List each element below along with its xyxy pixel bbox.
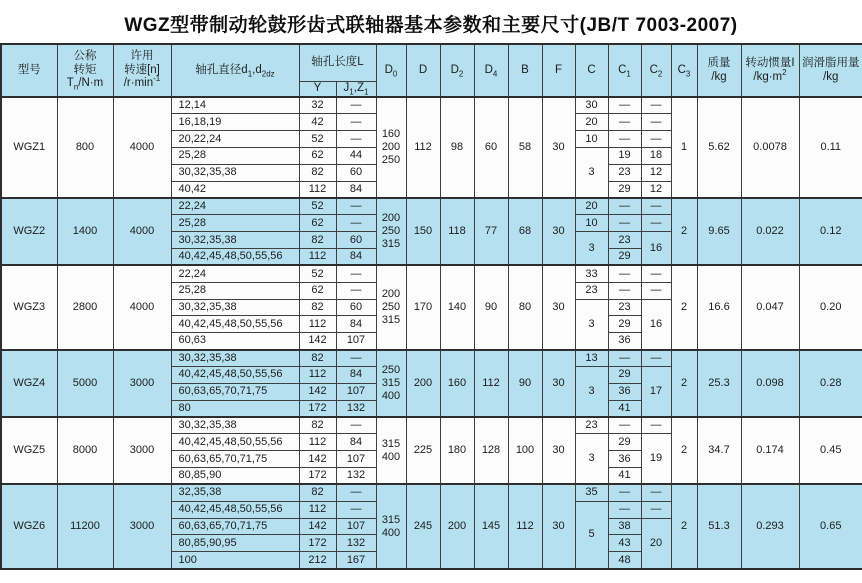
bore-dia-cell: 80,85,90 <box>171 468 299 485</box>
c-cell: 3 <box>575 299 608 350</box>
c1-cell: 23 <box>608 164 641 181</box>
c1-cell: 29 <box>608 316 641 333</box>
c1-cell: 48 <box>608 552 641 569</box>
len-jz-cell: — <box>336 215 376 232</box>
len-jz-cell: 60 <box>336 164 376 181</box>
d2-cell: 140 <box>440 265 474 349</box>
c2-cell: — <box>641 114 671 131</box>
c-cell: 35 <box>575 484 608 501</box>
c1-cell: 38 <box>608 518 641 535</box>
len-jz-cell: 107 <box>336 383 376 400</box>
len-y-cell: 82 <box>299 350 336 367</box>
header-c3: $C_3$ <box>671 44 697 97</box>
bore-dia-cell: 30,32,35,38 <box>171 350 299 367</box>
mass-cell: 25.3 <box>697 350 741 417</box>
c-cell: 3 <box>575 367 608 418</box>
mass-cell: 51.3 <box>697 484 741 569</box>
len-y-cell: 62 <box>299 215 336 232</box>
len-y-cell: 82 <box>299 299 336 316</box>
len-y-cell: 42 <box>299 114 336 131</box>
header-torque: 公称 转矩 $T_n/N\cdot m$ <box>57 44 113 97</box>
f-cell: 30 <box>542 417 575 484</box>
b-cell: 100 <box>508 417 542 484</box>
c1-cell: 41 <box>608 400 641 417</box>
len-jz-cell: 167 <box>336 552 376 569</box>
c2-cell: — <box>641 282 671 299</box>
bore-dia-cell: 40,42,45,48,50,55,56 <box>171 249 299 266</box>
header-b: B <box>508 44 542 97</box>
b-cell: 80 <box>508 265 542 349</box>
d2-cell: 118 <box>440 198 474 265</box>
len-jz-cell: 44 <box>336 148 376 165</box>
bore-dia-cell: 40,42 <box>171 181 299 198</box>
speed-cell: 3000 <box>113 350 171 417</box>
model-cell: WGZ6 <box>1 484 57 569</box>
d2-cell: 180 <box>440 417 474 484</box>
c-cell: 10 <box>575 215 608 232</box>
len-y-cell: 112 <box>299 249 336 266</box>
header-bore_len_y: Y <box>299 81 336 97</box>
c2-cell: — <box>641 265 671 282</box>
bore-dia-cell: 100 <box>171 552 299 569</box>
c1-cell: 29 <box>608 434 641 451</box>
c2-cell: 20 <box>641 518 671 569</box>
bore-dia-cell: 12,14 <box>171 97 299 114</box>
bore-dia-cell: 30,32,35,38 <box>171 299 299 316</box>
bore-dia-cell: 60,63,65,70,71,75 <box>171 451 299 468</box>
torque-cell: 800 <box>57 97 113 198</box>
c1-cell: 43 <box>608 535 641 552</box>
len-y-cell: 172 <box>299 468 336 485</box>
f-cell: 30 <box>542 484 575 569</box>
len-jz-cell: 132 <box>336 400 376 417</box>
bore-dia-cell: 22,24 <box>171 265 299 282</box>
d0-cell: 250 315 400 <box>376 350 406 417</box>
header-d4: $D_4$ <box>474 44 508 97</box>
len-jz-cell: 84 <box>336 316 376 333</box>
d0-cell: 160 200 250 <box>376 97 406 198</box>
c2-cell: 16 <box>641 299 671 350</box>
bore-dia-cell: 30,32,35,38 <box>171 232 299 249</box>
f-cell: 30 <box>542 198 575 265</box>
f-cell: 30 <box>542 350 575 417</box>
c-cell: 23 <box>575 282 608 299</box>
c-cell: 13 <box>575 350 608 367</box>
b-cell: 112 <box>508 484 542 569</box>
c1-cell: 36 <box>608 383 641 400</box>
table-header <box>1 44 862 97</box>
d4-cell: 77 <box>474 198 508 265</box>
d0-cell: 315 400 <box>376 417 406 484</box>
c-cell: 20 <box>575 198 608 215</box>
grease-cell: 0.12 <box>799 198 862 265</box>
len-jz-cell: 84 <box>336 367 376 384</box>
header-d0: $D_0$ <box>376 44 406 97</box>
len-y-cell: 112 <box>299 367 336 384</box>
len-y-cell: 52 <box>299 131 336 148</box>
bore-dia-cell: 30,32,35,38 <box>171 164 299 181</box>
len-y-cell: 82 <box>299 417 336 434</box>
len-jz-cell: — <box>336 282 376 299</box>
len-jz-cell: — <box>336 417 376 434</box>
header-bore_len: 轴孔长度L <box>299 44 376 81</box>
len-y-cell: 52 <box>299 198 336 215</box>
d-cell: 170 <box>406 265 440 349</box>
header-bore_len_jz: $J_1,Z_1$ <box>336 81 376 97</box>
c2-cell: — <box>641 350 671 367</box>
b-cell: 90 <box>508 350 542 417</box>
model-cell: WGZ3 <box>1 265 57 349</box>
page-title: WGZ型带制动轮鼓形齿式联轴器基本参数和主要尺寸(JB/T 7003-2007) <box>124 15 738 36</box>
inertia-cell: 0.047 <box>741 265 799 349</box>
torque-cell: 11200 <box>57 484 113 569</box>
len-jz-cell: 132 <box>336 468 376 485</box>
len-y-cell: 212 <box>299 552 336 569</box>
inertia-cell: 0.0078 <box>741 97 799 198</box>
bore-dia-cell: 40,42,45,48,50,55,56 <box>171 367 299 384</box>
torque-cell: 2800 <box>57 265 113 349</box>
c1-cell: — <box>608 215 641 232</box>
d2-cell: 160 <box>440 350 474 417</box>
d0-cell: 315 400 <box>376 484 406 569</box>
bore-dia-cell: 40,42,45,48,50,55,56 <box>171 434 299 451</box>
c1-cell: — <box>608 131 641 148</box>
inertia-cell: 0.293 <box>741 484 799 569</box>
bore-dia-cell: 40,42,45,48,50,55,56 <box>171 501 299 518</box>
len-jz-cell: — <box>336 97 376 114</box>
f-cell: 30 <box>542 97 575 198</box>
c2-cell: 12 <box>641 181 671 198</box>
d-cell: 150 <box>406 198 440 265</box>
d2-cell: 98 <box>440 97 474 198</box>
len-jz-cell: 84 <box>336 249 376 266</box>
header-speed: 许用 转速[n] $/r\cdot\min^{-1}$ <box>113 44 171 97</box>
len-jz-cell: 132 <box>336 535 376 552</box>
c2-cell: 12 <box>641 164 671 181</box>
len-y-cell: 82 <box>299 484 336 501</box>
header-grease: 润滑脂用量 /kg <box>799 44 862 97</box>
bore-dia-cell: 80,85,90,95 <box>171 535 299 552</box>
len-y-cell: 82 <box>299 164 336 181</box>
len-y-cell: 112 <box>299 181 336 198</box>
header-bore_dia: 轴孔直径$d_1,d_{2dz}$ <box>171 44 299 97</box>
c1-cell: 41 <box>608 468 641 485</box>
c2-cell: — <box>641 131 671 148</box>
len-y-cell: 62 <box>299 148 336 165</box>
bore-dia-cell: 22,24 <box>171 198 299 215</box>
mass-cell: 5.62 <box>697 97 741 198</box>
speed-cell: 3000 <box>113 417 171 484</box>
c2-cell: 17 <box>641 367 671 418</box>
c2-cell: 16 <box>641 232 671 266</box>
speed-cell: 3000 <box>113 484 171 569</box>
c-cell: 23 <box>575 417 608 434</box>
model-cell: WGZ4 <box>1 350 57 417</box>
len-jz-cell: 60 <box>336 299 376 316</box>
c1-cell: — <box>608 114 641 131</box>
len-jz-cell: — <box>336 484 376 501</box>
bore-dia-cell: 60,63 <box>171 333 299 350</box>
len-y-cell: 142 <box>299 451 336 468</box>
d0-cell: 200 250 315 <box>376 198 406 265</box>
d4-cell: 112 <box>474 350 508 417</box>
grease-cell: 0.28 <box>799 350 862 417</box>
b-cell: 58 <box>508 97 542 198</box>
c2-cell: — <box>641 501 671 518</box>
len-y-cell: 142 <box>299 518 336 535</box>
c3-cell: 2 <box>671 350 697 417</box>
header-d2: $D_2$ <box>440 44 474 97</box>
len-y-cell: 172 <box>299 400 336 417</box>
c2-cell: 18 <box>641 148 671 165</box>
b-cell: 68 <box>508 198 542 265</box>
len-y-cell: 52 <box>299 265 336 282</box>
c1-cell: — <box>608 501 641 518</box>
bore-dia-cell: 25,28 <box>171 282 299 299</box>
len-y-cell: 112 <box>299 501 336 518</box>
c2-cell: — <box>641 215 671 232</box>
mass-cell: 9.65 <box>697 198 741 265</box>
bore-dia-cell: 25,28 <box>171 148 299 165</box>
bore-dia-cell: 80 <box>171 400 299 417</box>
header-c2: $C_2$ <box>641 44 671 97</box>
c1-cell: 29 <box>608 367 641 384</box>
mass-cell: 16.6 <box>697 265 741 349</box>
c1-cell: 23 <box>608 299 641 316</box>
len-jz-cell: 107 <box>336 333 376 350</box>
d2-cell: 200 <box>440 484 474 569</box>
d4-cell: 145 <box>474 484 508 569</box>
c1-cell: 36 <box>608 333 641 350</box>
table-body <box>1 97 862 569</box>
speed-cell: 4000 <box>113 198 171 265</box>
d4-cell: 128 <box>474 417 508 484</box>
header-mass: 质量 /kg <box>697 44 741 97</box>
c1-cell: 23 <box>608 232 641 249</box>
c-cell: 10 <box>575 131 608 148</box>
len-jz-cell: — <box>336 198 376 215</box>
torque-cell: 5000 <box>57 350 113 417</box>
c1-cell: — <box>608 97 641 114</box>
c1-cell: 29 <box>608 249 641 266</box>
len-jz-cell: 60 <box>336 232 376 249</box>
len-jz-cell: — <box>336 131 376 148</box>
d-cell: 200 <box>406 350 440 417</box>
parameters-table <box>0 43 862 570</box>
d4-cell: 90 <box>474 265 508 349</box>
len-jz-cell: 84 <box>336 181 376 198</box>
c1-cell: — <box>608 350 641 367</box>
len-y-cell: 82 <box>299 232 336 249</box>
inertia-cell: 0.098 <box>741 350 799 417</box>
bore-dia-cell: 32,35,38 <box>171 484 299 501</box>
len-y-cell: 142 <box>299 383 336 400</box>
c-cell: 30 <box>575 97 608 114</box>
d4-cell: 60 <box>474 97 508 198</box>
inertia-cell: 0.174 <box>741 417 799 484</box>
len-y-cell: 172 <box>299 535 336 552</box>
len-y-cell: 62 <box>299 282 336 299</box>
c1-cell: 36 <box>608 451 641 468</box>
grease-cell: 0.65 <box>799 484 862 569</box>
bore-dia-cell: 40,42,45,48,50,55,56 <box>171 316 299 333</box>
torque-cell: 1400 <box>57 198 113 265</box>
c1-cell: 29 <box>608 181 641 198</box>
len-y-cell: 112 <box>299 316 336 333</box>
c2-cell: — <box>641 417 671 434</box>
header-model: 型号 <box>1 44 57 97</box>
header-f: F <box>542 44 575 97</box>
model-cell: WGZ5 <box>1 417 57 484</box>
c-cell: 3 <box>575 148 608 199</box>
d0-cell: 200 250 315 <box>376 265 406 349</box>
len-jz-cell: — <box>336 350 376 367</box>
mass-cell: 34.7 <box>697 417 741 484</box>
header-d: D <box>406 44 440 97</box>
d-cell: 112 <box>406 97 440 198</box>
grease-cell: 0.20 <box>799 265 862 349</box>
speed-cell: 4000 <box>113 97 171 198</box>
bore-dia-cell: 60,63,65,70,71,75 <box>171 383 299 400</box>
c1-cell: — <box>608 417 641 434</box>
grease-cell: 0.11 <box>799 97 862 198</box>
c1-cell: — <box>608 198 641 215</box>
speed-cell: 4000 <box>113 265 171 349</box>
c2-cell: — <box>641 97 671 114</box>
c2-cell: — <box>641 484 671 501</box>
c3-cell: 2 <box>671 484 697 569</box>
c2-cell: 19 <box>641 434 671 485</box>
header-inertia: 转动惯量I $/kg\cdot m^2$ <box>741 44 799 97</box>
c-cell: 20 <box>575 114 608 131</box>
bore-dia-cell: 20,22,24 <box>171 131 299 148</box>
len-jz-cell: — <box>336 114 376 131</box>
len-y-cell: 142 <box>299 333 336 350</box>
bore-dia-cell: 30,32,35,38 <box>171 417 299 434</box>
c1-cell: — <box>608 282 641 299</box>
header-c1: $C_1$ <box>608 44 641 97</box>
header-c: C <box>575 44 608 97</box>
c3-cell: 2 <box>671 417 697 484</box>
len-jz-cell: 84 <box>336 434 376 451</box>
len-y-cell: 112 <box>299 434 336 451</box>
c3-cell: 2 <box>671 198 697 265</box>
c1-cell: 19 <box>608 148 641 165</box>
len-jz-cell: — <box>336 265 376 282</box>
c3-cell: 1 <box>671 97 697 198</box>
inertia-cell: 0.022 <box>741 198 799 265</box>
bore-dia-cell: 16,18,19 <box>171 114 299 131</box>
model-cell: WGZ1 <box>1 97 57 198</box>
d-cell: 225 <box>406 417 440 484</box>
bore-dia-cell: 60,63,65,70,71,75 <box>171 518 299 535</box>
d-cell: 245 <box>406 484 440 569</box>
c1-cell: — <box>608 484 641 501</box>
len-y-cell: 32 <box>299 97 336 114</box>
c-cell: 5 <box>575 501 608 569</box>
c-cell: 33 <box>575 265 608 282</box>
c-cell: 3 <box>575 232 608 266</box>
len-jz-cell: — <box>336 501 376 518</box>
c-cell: 3 <box>575 434 608 485</box>
grease-cell: 0.45 <box>799 417 862 484</box>
c1-cell: — <box>608 265 641 282</box>
model-cell: WGZ2 <box>1 198 57 265</box>
len-jz-cell: 107 <box>336 518 376 535</box>
f-cell: 30 <box>542 265 575 349</box>
bore-dia-cell: 25,28 <box>171 215 299 232</box>
len-jz-cell: 107 <box>336 451 376 468</box>
torque-cell: 8000 <box>57 417 113 484</box>
c3-cell: 2 <box>671 265 697 349</box>
c2-cell: — <box>641 198 671 215</box>
